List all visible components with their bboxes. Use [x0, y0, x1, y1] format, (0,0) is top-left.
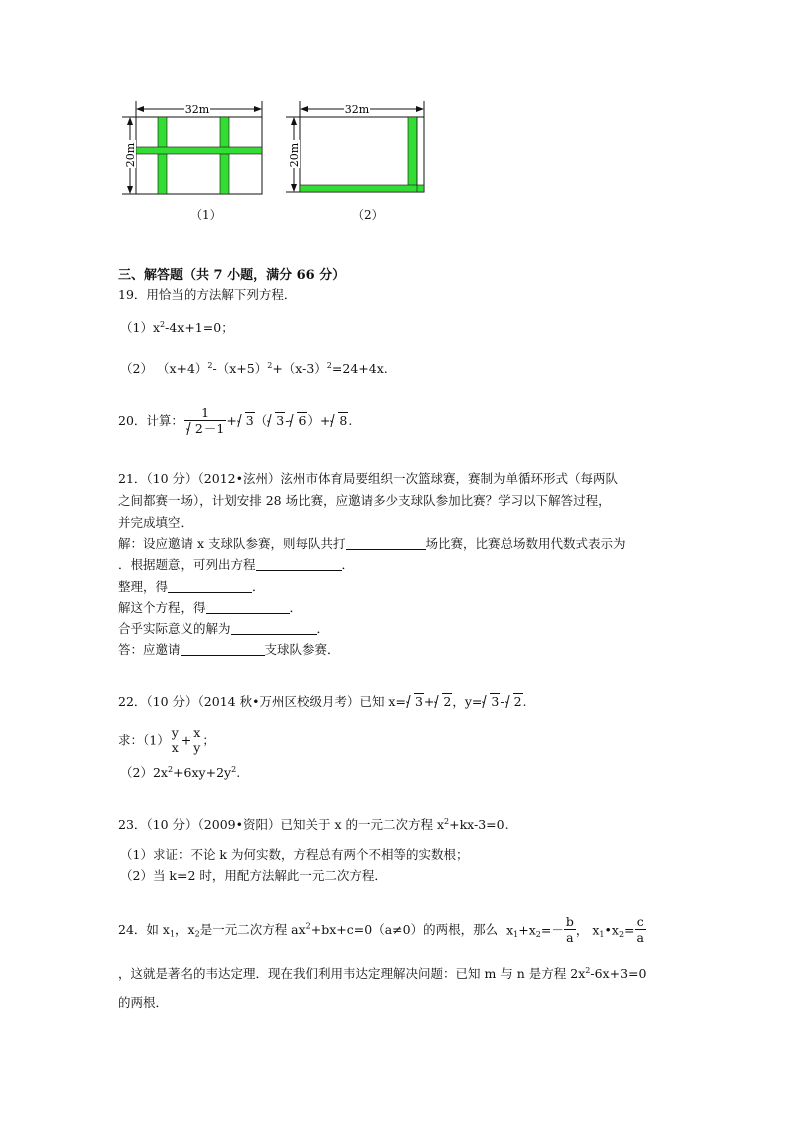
blank-solutions[interactable]: [206, 601, 290, 614]
figure-2-drawing: [282, 98, 432, 203]
road-strip-vertical-1: [158, 117, 167, 194]
q21-line-6: 整理，得 ．: [118, 579, 265, 594]
q22-frac-y-over-x: y x: [171, 725, 179, 755]
q20-expression: 20．计算： $\frac{1}{2-1}$ + 3（ 3- 6）+ 8.: [118, 405, 353, 436]
q21-line-4: 解：设应邀请 x 支球队参赛，则每队共打 场比赛，比赛总场数用代数式表示为: [118, 536, 626, 551]
vieta-sum: $x_1+x_2=-$ $\frac{b}{a}$ ，: [506, 914, 589, 945]
blank-equation[interactable]: [256, 558, 342, 571]
q21-line-8: 合乎实际意义的解为 ．: [118, 621, 330, 636]
figure-1-width-label: 32m: [184, 103, 210, 116]
blank-simplified[interactable]: [168, 580, 252, 593]
figure-1-drawing: [118, 98, 278, 203]
q19-stem: 19．用恰当的方法解下列方程．: [118, 287, 297, 302]
q22-frac-x-over-y: x y: [193, 725, 201, 755]
q19-part-1: $(1)x^2-4x+1=0$；: [120, 320, 234, 335]
q21-line-9: 答：应邀请 支球队参赛．: [118, 642, 340, 657]
q21-line-7: 解这个方程，得 ．: [118, 600, 303, 615]
road-strip-horizontal: [136, 147, 262, 154]
q23-stem: 23．（10 分）（2009•资阳）已知关于 x 的一元二次方程 $x^2+kx-3=0$.: [118, 817, 509, 832]
blank-matches-per-team[interactable]: [346, 537, 426, 550]
figure-2: [282, 98, 432, 207]
blank-team-count[interactable]: [181, 643, 265, 656]
q23-part-2: （2）当 k=2 时，用配方法解此一元二次方程．: [120, 868, 387, 883]
road-strip-horizontal: [300, 185, 424, 192]
q21-line-3: 并完成填空．: [118, 515, 194, 530]
q21-line-1: 21．（10 分）（2012•泫州）泫州市体育局要组织一次篮球赛，赛制为单循环形式（每两队: [118, 471, 618, 486]
q19-part-2: （2） $(x+4)^2-(x+5)^2+(x-3)^2=24+4x$.: [120, 361, 388, 376]
figure-2-height-label: 20m: [288, 142, 301, 168]
q21-line-2: 之间都赛一场），计划安排 28 场比赛，应邀请多少支球队参加比赛？学习以下解答过程，: [118, 493, 611, 508]
figure-2-caption: （2）: [352, 208, 384, 222]
q24-line-1: 24．如 $x_1$，$x_2$是一元二次方程 $ax^2+bx+c=0(a\ne 0)$的两根，那么 $x_1+x_2=-$ $\frac{b}{a}$ ， $x_1•x_2=$ $\frac{c}{a}$: [118, 914, 644, 945]
figure-1-height-label: 20m: [124, 142, 137, 168]
q24-line-2: ，这就是著名的韦达定理．现在我们利用韦达定理解决问题：已知 m 与 n 是方程 $2x^2-6x+3=0$: [118, 966, 647, 981]
blank-valid-solution[interactable]: [231, 622, 317, 635]
section-title: 三、解答题（共 7 小题，满分 66 分）: [118, 268, 346, 283]
q23-part-1: （1）求证：不论 k 为何实数，方程总有两个不相等的实数根；: [120, 847, 469, 862]
q22-part-1: 求：（1） y x + x y ；: [118, 725, 215, 755]
road-strip-vertical: [408, 117, 417, 192]
q20-fraction: $\frac{1}{2-1}$: [184, 406, 226, 436]
figure-1: [118, 98, 278, 207]
q24-line-3: 的两根．: [118, 995, 169, 1010]
road-strip-vertical-2: [220, 117, 229, 194]
figure-2-width-label: 32m: [344, 103, 370, 116]
q21-line-5: ．根据题意，可列出方程 ．: [118, 557, 355, 572]
q22-part-2: $(2)2x^2+6xy+2y^2$.: [120, 765, 241, 780]
figure-1-caption: （1）: [190, 208, 222, 222]
q22-stem: 22．（10 分）（2014 秋•万州区校级月考）已知 x= 3+ 2，y= 3- 2.: [118, 694, 527, 709]
vieta-product: $x_1•x_2=$ $\frac{c}{a}$: [592, 914, 644, 945]
